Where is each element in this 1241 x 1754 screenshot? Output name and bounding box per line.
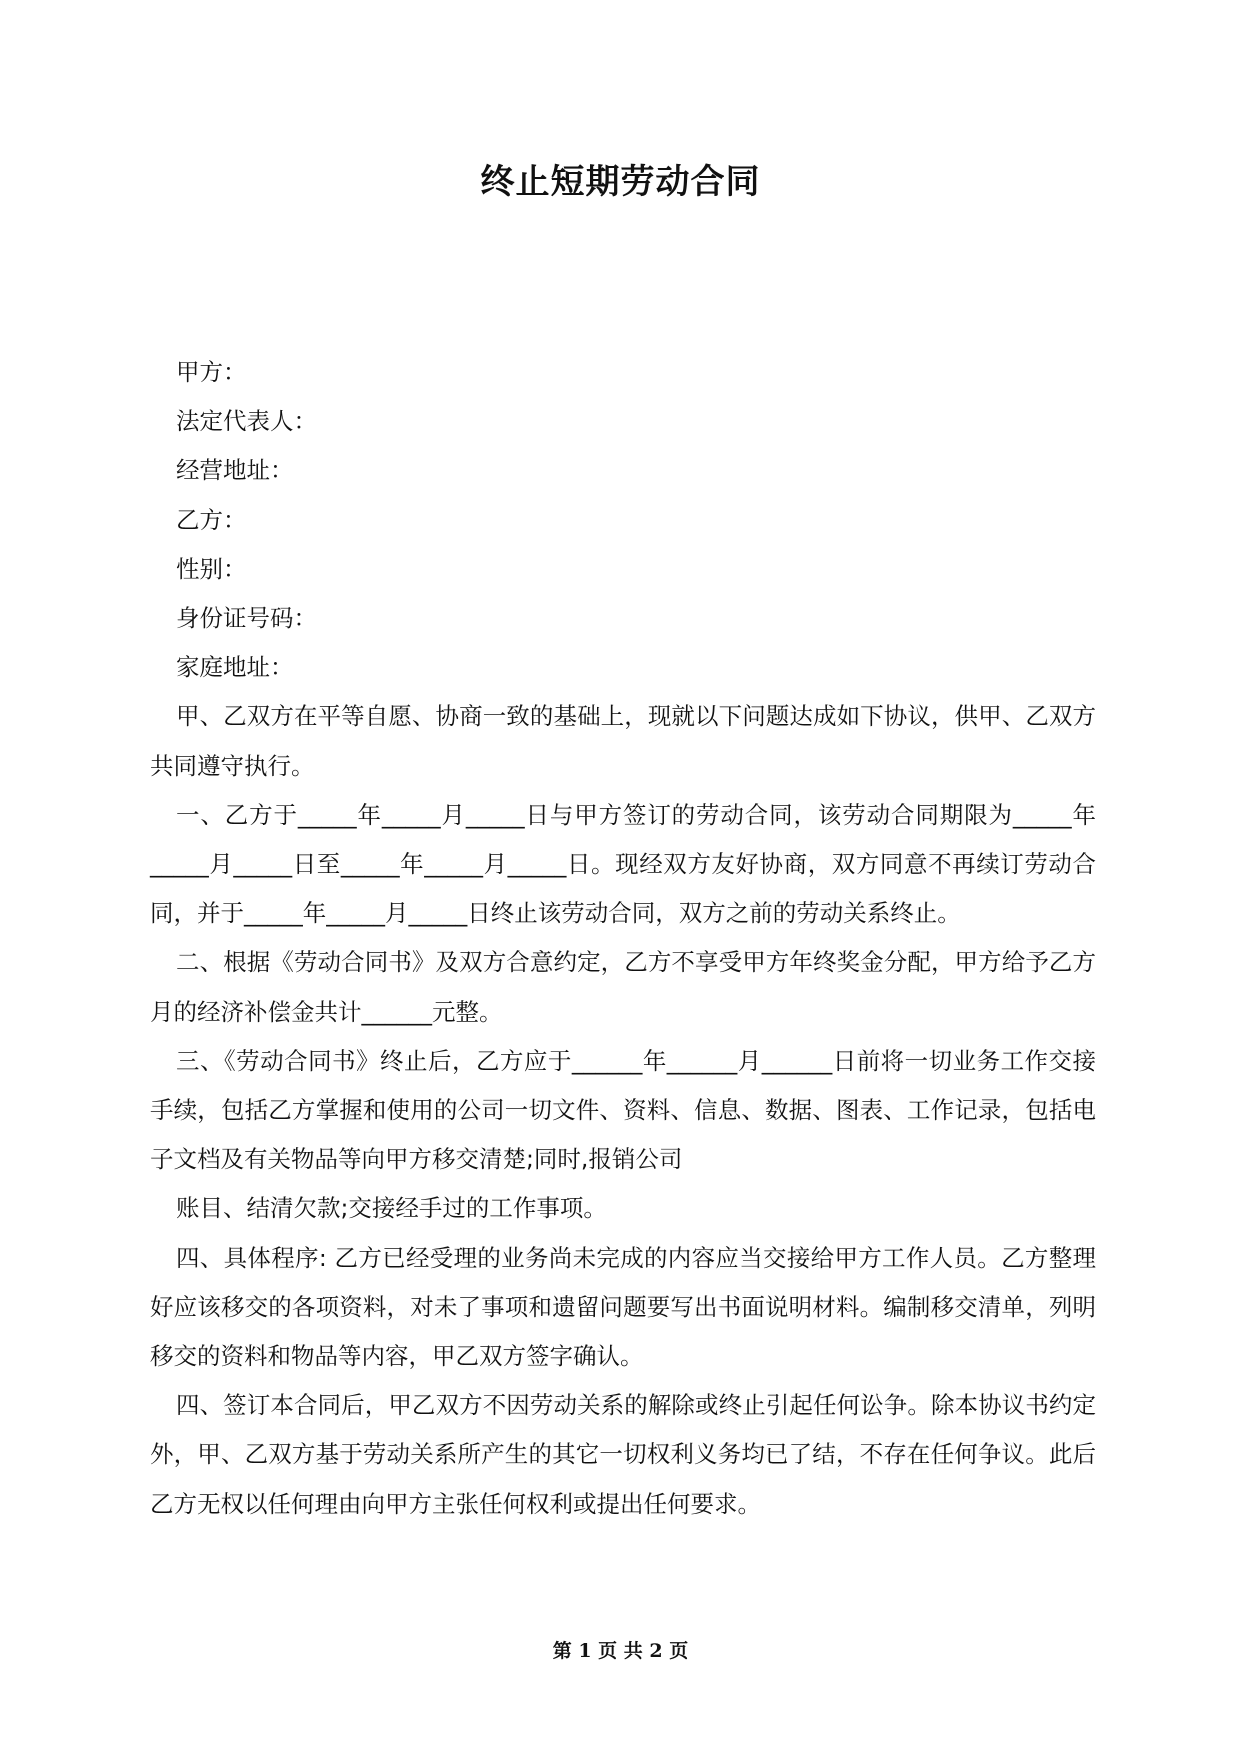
paragraph-clause-4-no-dispute: 四、签订本合同后，甲乙双方不因劳动关系的解除或终止引起任何讼争。除本协议书约定外，甲、乙双方基于劳动关系所产生的其它一切权利义务均已了结，不存在任何争议。此后乙方无权以任何理由向甲方主张任何权利或提出任何要求。 xyxy=(150,1391,1096,1518)
field-gender: 性别： xyxy=(176,554,247,583)
document-body xyxy=(150,348,1096,1529)
field-business-address: 经营地址： xyxy=(176,456,294,485)
field-legal-representative: 法定代表人： xyxy=(176,407,317,436)
page-number-footer: 第 1 页 共 2 页 xyxy=(552,1640,689,1662)
paragraph-clause-1: 一、乙方于_____年_____月_____日与甲方签订的劳动合同，该劳动合同期限为_____年_____月_____日至_____年_____月_____日。现经双方友好协商，双方同意不再续订劳动合同，并于_____年_____月_____日终止该劳动合同，双方之前的劳动关系终止。 xyxy=(150,800,1096,928)
field-party-a: 甲方： xyxy=(176,358,247,386)
document-title: 终止短期劳动合同 xyxy=(480,162,761,202)
field-id-number: 身份证号码： xyxy=(176,604,317,633)
field-party-b: 乙方： xyxy=(176,505,247,534)
contract-clauses xyxy=(150,692,1096,1528)
field-home-address: 家庭地址： xyxy=(176,653,294,682)
party-info-fields xyxy=(150,348,1096,692)
paragraph-clause-2: 二、根据《劳动合同书》及双方合意约定，乙方不享受甲方年终奖金分配，甲方给予乙方月的经济补偿金共计______元整。 xyxy=(150,948,1096,1026)
paragraph-preamble: 甲、乙双方在平等自愿、协商一致的基础上，现就以下问题达成如下协议，供甲、乙双方共同遵守执行。 xyxy=(150,702,1096,780)
paragraph-clause-3-continued: 账目、结清欠款;交接经手过的工作事项。 xyxy=(176,1194,607,1223)
paragraph-clause-3: 三、《劳动合同书》终止后，乙方应于______年______月______日前将一切业务工作交接手续，包括乙方掌握和使用的公司一切文件、资料、信息、数据、图表、工作记录，包括电子文档及有关物品等向甲方移交清楚;同时,报销公司 xyxy=(150,1046,1096,1174)
paragraph-clause-4-procedure: 四、具体程序: 乙方已经受理的业务尚未完成的内容应当交接给甲方工作人员。乙方整理好应该移交的各项资料，对未了事项和遗留问题要写出书面说明材料。编制移交清单，列明移交的资料和物品等内容，甲乙双方签字确认。 xyxy=(150,1243,1096,1371)
